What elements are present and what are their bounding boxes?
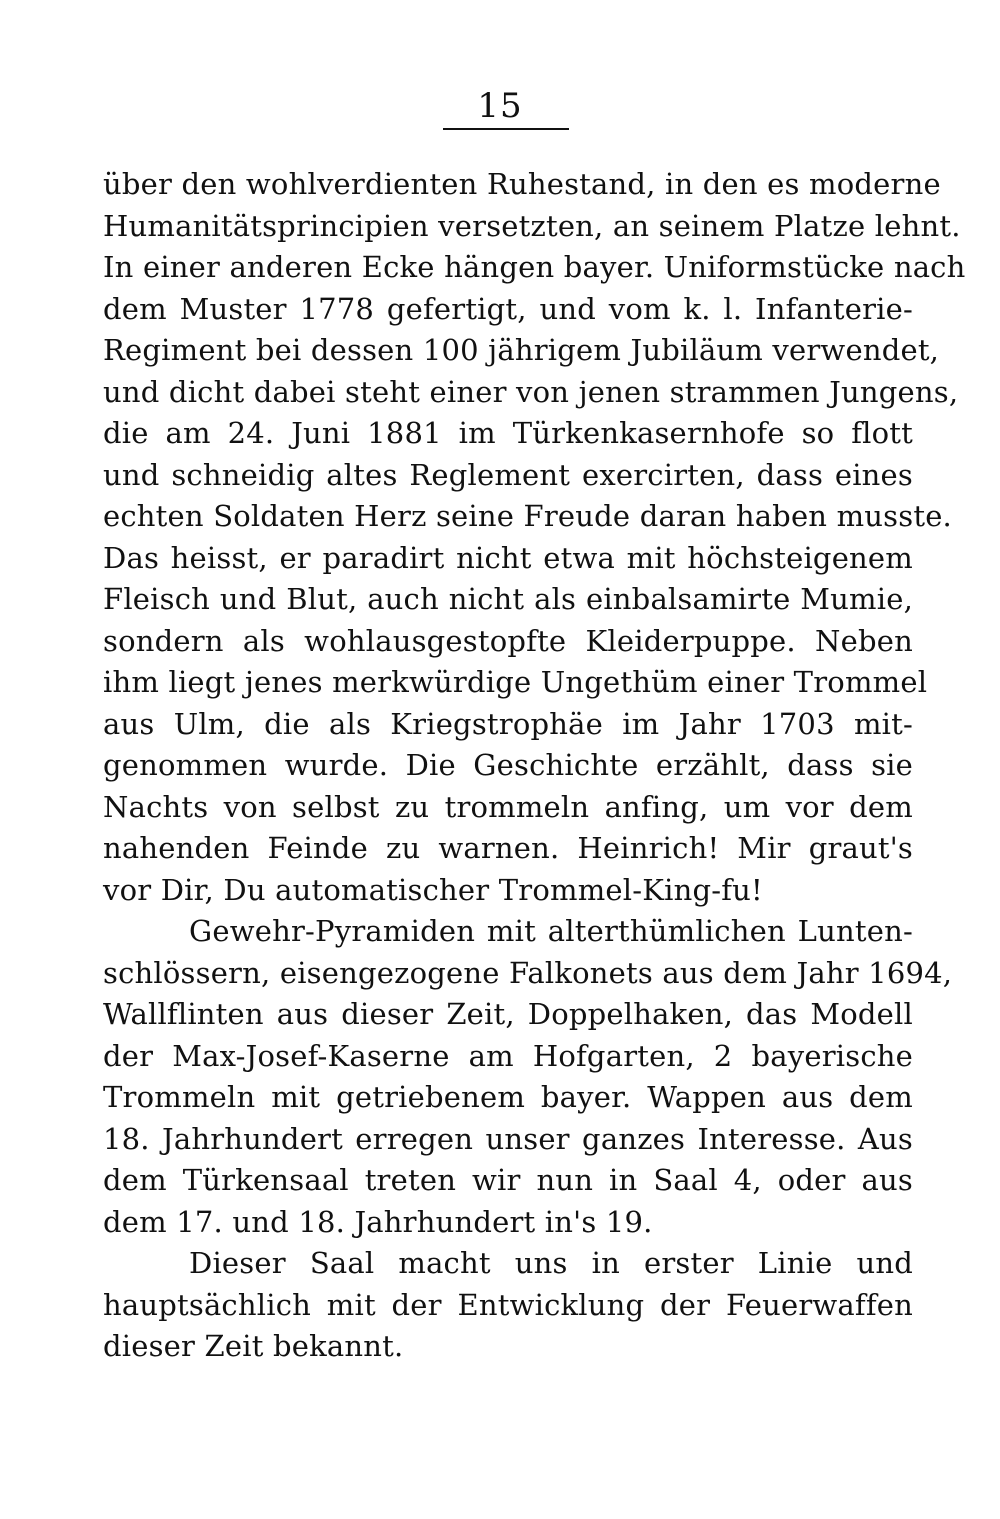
text-line: hauptsächlich mit der Entwicklung der Feuerwaffen <box>103 1287 913 1322</box>
text-line: In einer anderen Ecke hängen bayer. Uniformstücke nach <box>103 250 966 284</box>
text-line: Das heisst, er paradirt nicht etwa mit höchsteigenem <box>103 540 913 575</box>
text-line: ihm liegt jenes merkwürdige Ungethüm einer Trommel <box>103 665 928 699</box>
text-line: über den wohlverdienten Ruhestand, in den es moderne <box>103 167 941 201</box>
text-line: genommen wurde. Die Geschichte erzählt, dass sie <box>103 748 913 782</box>
page-number-rule <box>443 128 569 130</box>
text-line: Fleisch und Blut, auch nicht als einbalsamirte Mumie, <box>103 582 913 616</box>
text-line: dieser Zeit bekannt. <box>103 1329 404 1363</box>
text-line: Regiment bei dessen 100 jährigem Jubiläum verwendet, <box>103 333 940 367</box>
body-text <box>103 164 966 1368</box>
text-line: Nachts von selbst zu trommeln anfing, um vor dem <box>103 789 913 824</box>
text-line: dem 17. und 18. Jahrhundert in's 19. <box>103 1204 653 1239</box>
text-line: dem Muster 1778 gefertigt, und vom k. l. Infanterie- <box>103 291 913 326</box>
text-line: und schneidig altes Reglement exercirten, dass eines <box>103 457 913 492</box>
page-number: 15 <box>477 86 523 126</box>
text-line: schlössern, eisengezogene Falkonets aus dem Jahr 1694, <box>103 955 953 990</box>
text-line: Wallflinten aus dieser Zeit, Doppelhaken, das Modell <box>103 997 913 1031</box>
text-line: dem Türkensaal treten wir nun in Saal 4, oder aus <box>103 1163 913 1197</box>
text-line: sondern als wohlausgestopfte Kleiderpuppe. Neben <box>103 623 913 658</box>
text-line: Gewehr-Pyramiden mit alterthümlichen Lunten- <box>189 914 913 948</box>
text-line: Humanitätsprincipien versetzten, an seinem Platze lehnt. <box>103 208 961 243</box>
text-line: vor Dir, Du automatischer Trommel-King-fu! <box>103 872 763 907</box>
text-line: Dieser Saal macht uns in erster Linie und <box>189 1246 913 1280</box>
text-line: Trommeln mit getriebenem bayer. Wappen aus dem <box>103 1080 913 1114</box>
text-line: echten Soldaten Herz seine Freude daran haben musste. <box>103 499 952 533</box>
text-line: 18. Jahrhundert erregen unser ganzes Interesse. Aus <box>103 1121 913 1156</box>
text-line: nahenden Feinde zu warnen. Heinrich! Mir graut's <box>103 831 913 865</box>
text-line: und dicht dabei steht einer von jenen strammen Jungens, <box>103 374 959 409</box>
text-line: aus Ulm, die als Kriegstrophäe im Jahr 1703 mit- <box>103 706 913 741</box>
text-line: die am 24. Juni 1881 im Türkenkasernhofe so flott <box>103 416 913 450</box>
text-line: der Max-Josef-Kaserne am Hofgarten, 2 bayerische <box>103 1038 913 1073</box>
